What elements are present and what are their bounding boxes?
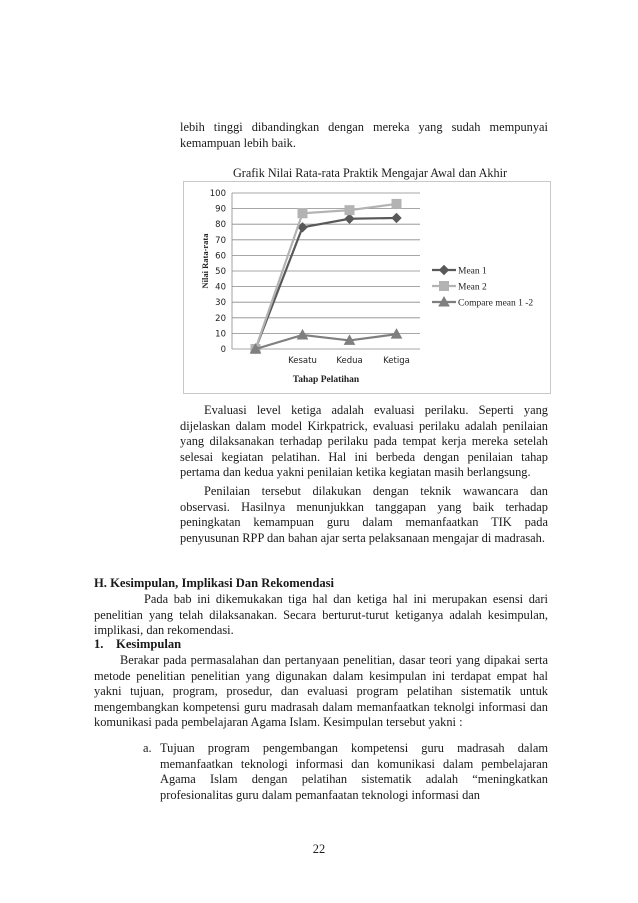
legend-label-1: Mean 1 [458,266,487,277]
paragraph-bab-intro: Pada bab ini dikemukakan tiga hal dan ketiga hal ini merupakan esensi dari penelitian yang telah dilaksanakan. Secara berturut-turut ketiganya adalah kesimpulan, implikasi, dan rekomendasi. [94,592,548,637]
y-tick-label: 90 [215,204,226,215]
y-tick-label: 10 [215,329,226,340]
paragraph-kesimpulan: Berakar pada permasalahan dan pertanyaan penelitian, dasar teori yang dipakai serta metode penelitian penelitian yang digunakan dalam kesimpulan ini terdapat empat hal yakni tujuan, program, prosedur, dan evaluasi program pelatihan sistematik untuk mengembangkan kompetensi guru madrasah dalam memanfaatkan teknolgi informasi dan komunikasi pada pembelajaran Agama Islam. Kesimpulan tersebut yakni : [94,653,548,729]
y-tick-label: 30 [215,298,226,309]
data-point-series-2 [298,209,307,218]
y-tick-label: 50 [215,267,226,277]
list-item-a: Tujuan program pengembangan kompetensi guru madrasah dalam memanfaatkan teknologi informasi dan komunikasi dalam pembelajaran Agama Islam dengan pelatihan sistematik adalah “meningkatkan profesionalitas guru dalam pemanfaatan teknologi informasi dan [160,741,548,802]
chart-title: Grafik Nilai Rata-rata Praktik Mengajar Awal dan Akhir [232,166,508,180]
data-point-series-1 [392,213,401,222]
page-number: 22 [312,842,326,856]
y-tick-label: 0 [220,345,226,355]
legend-marker-2 [440,282,449,291]
x-axis-label: Tahap Pelatihan [292,375,360,385]
section-heading: H. Kesimpulan, Implikasi Dan Rekomendasi [94,576,335,590]
paragraph-penilaian: Penilaian tersebut dilakukan dengan teknik wawancara dan observasi. Hasilnya menunjukkan tanggapan yang baik terhadap peningkatan kemampuan guru dalam memanfaatkan TIK pada penyusunan RPP dan bahan ajar serta pelaksanaan mengajar di madrasah. [180,484,548,545]
intro-paragraph: lebih tinggi dibandingkan dengan mereka yang sudah mempunyai kemampuan lebih baik. [180,120,548,150]
data-point-series-1 [345,214,354,223]
data-point-series-2 [392,199,401,208]
chart-canvas [184,182,550,393]
line-chart [183,181,551,394]
y-tick-label: 100 [209,189,226,199]
y-tick-label: 40 [215,282,226,293]
paragraph-evaluasi-perilaku: Evaluasi level ketiga adalah evaluasi perilaku. Seperti yang dijelaskan dalam model Kirkpatrick, evaluasi perilaku adalah penilaian yang dilaksanakan terhadap perilaku pada tempat kerja mereka setelah selesai kegiatan pelatihan. Hal ini berbeda dengan penilaian tahap pertama dan kedua yakni penilaian ketika kegiatan masih berlangsung. [180,403,548,479]
x-tick-label: Ketiga [383,356,410,366]
y-axis-label: Nilai Rata-rata [200,233,210,289]
legend-label-3: Compare mean 1 -2 [458,298,534,309]
x-tick-label: Kesatu [288,356,317,366]
legend-marker-1 [440,266,449,275]
subsection-heading-kesimpulan: 1. Kesimpulan [94,637,182,651]
legend-label-2: Mean 2 [458,282,487,293]
y-tick-label: 70 [215,235,226,246]
series-line-3 [256,334,397,349]
y-tick-label: 60 [215,251,226,262]
y-tick-label: 80 [215,220,226,231]
list-marker-a: a. [143,741,152,755]
series-line-2 [256,204,397,349]
y-tick-label: 20 [215,313,226,324]
series-line-1 [256,218,397,349]
data-point-series-2 [345,206,354,215]
x-tick-label: Kedua [336,356,363,366]
